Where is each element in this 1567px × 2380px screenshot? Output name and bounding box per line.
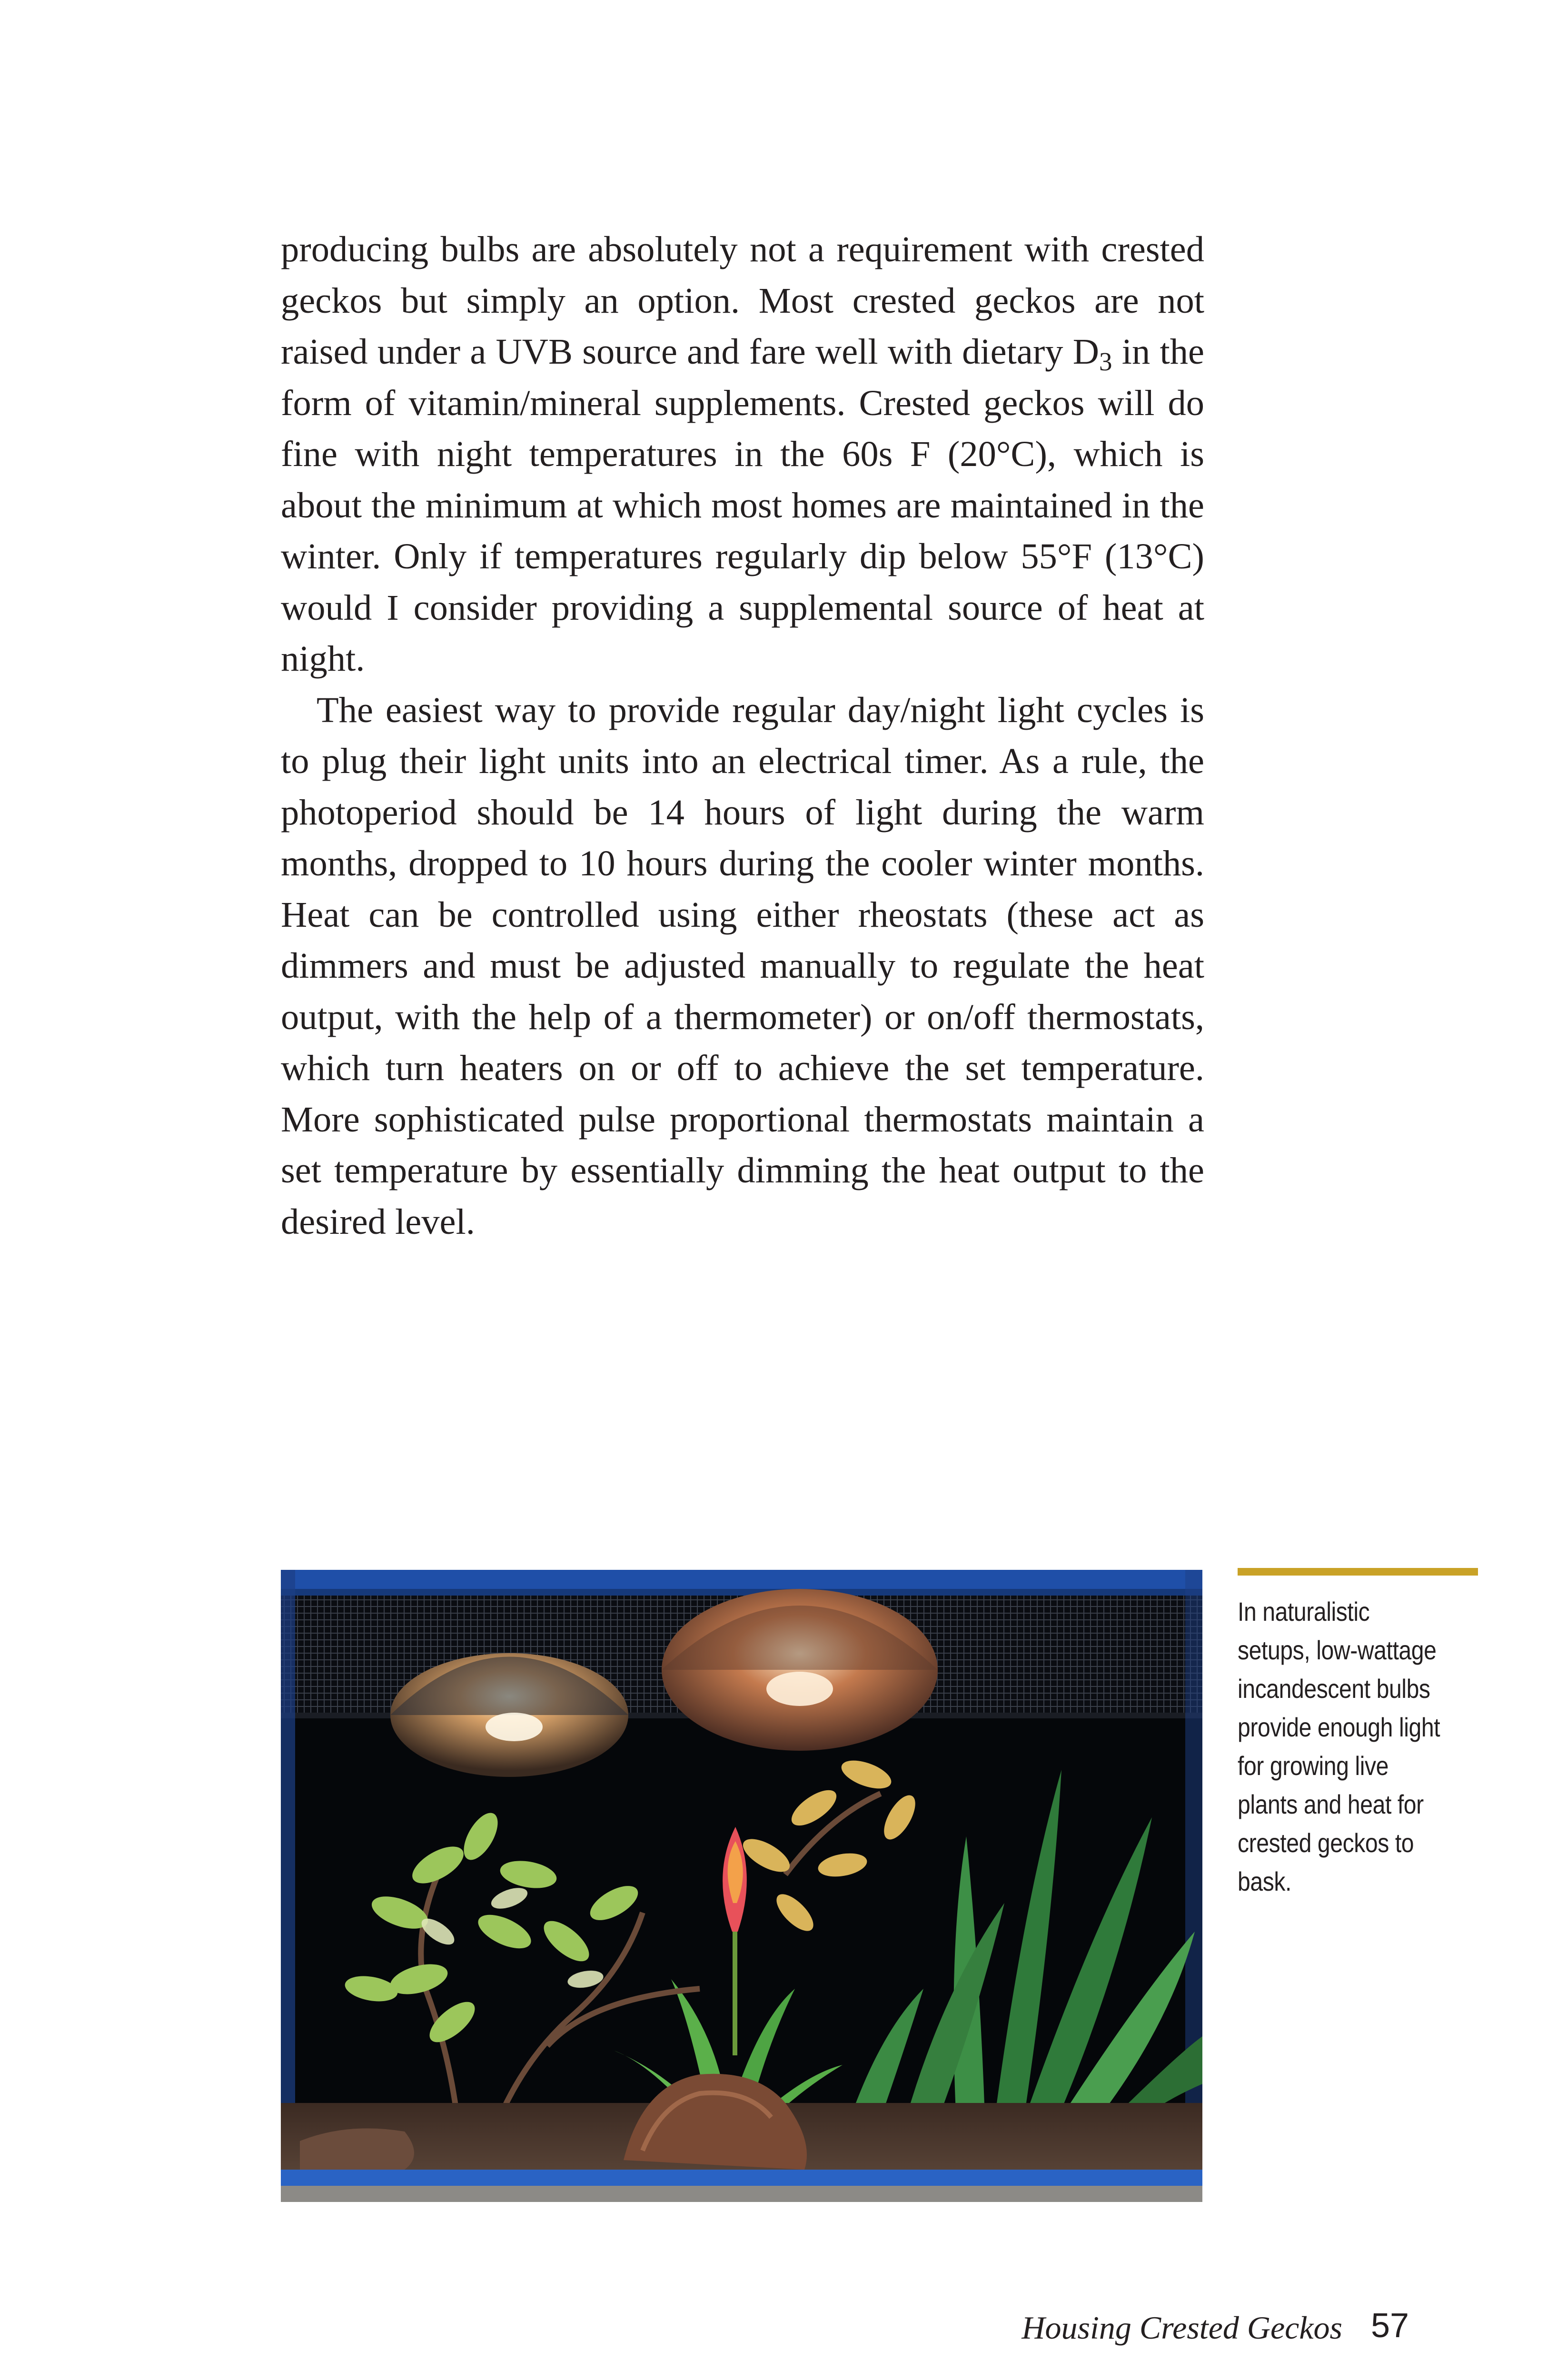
subscript-3: 3 <box>1099 347 1112 376</box>
caption-rule <box>1238 1568 1478 1576</box>
running-title: Housing Crested Geckos <box>1022 2310 1342 2346</box>
paragraph-1-part-a: producing bulbs are absolutely not a requirement with crested geckos but simply an option. Most crested geckos are not raised under a UVB source and fare well with dietary D <box>281 229 1204 372</box>
paragraph-2: The easiest way to provide regular day/night light cycles is to plug their light units into an electrical timer. As a rule, the photoperiod should be 14 hours of light during the warm months, dropped to 10 hours during the cooler winter months. Heat can be controlled using either rheostats (these act as dimmers and must be adjusted manually to regulate the heat output, with the help of a thermometer) or on/off thermostats, which turn heaters on or off to achieve the set temperature. More sophisticated pulse proportional thermostats maintain a set temperature by essentially dimming the heat output to the desired level. <box>281 689 1204 1242</box>
paragraph-1 <box>281 224 1204 684</box>
body-text <box>281 224 1204 1247</box>
paragraph-1-part-b: in the form of vitamin/mineral supplements. Crested geckos will do fine with night temperatures in the 60s F (20°C), which is about the minimum at which most homes are maintained in the winter. Only if temperatures regularly dip below 55°F (13°C) would I consider providing a supplemental source of heat at night. <box>281 331 1204 679</box>
terrarium-photo <box>281 1570 1202 2202</box>
page-number: 57 <box>1371 2307 1409 2345</box>
figure-caption: In naturalistic setups, low-wattage incandescent bulbs provide enough light for growing live plants and heat for crested geckos to bask. <box>1238 1597 1440 1896</box>
